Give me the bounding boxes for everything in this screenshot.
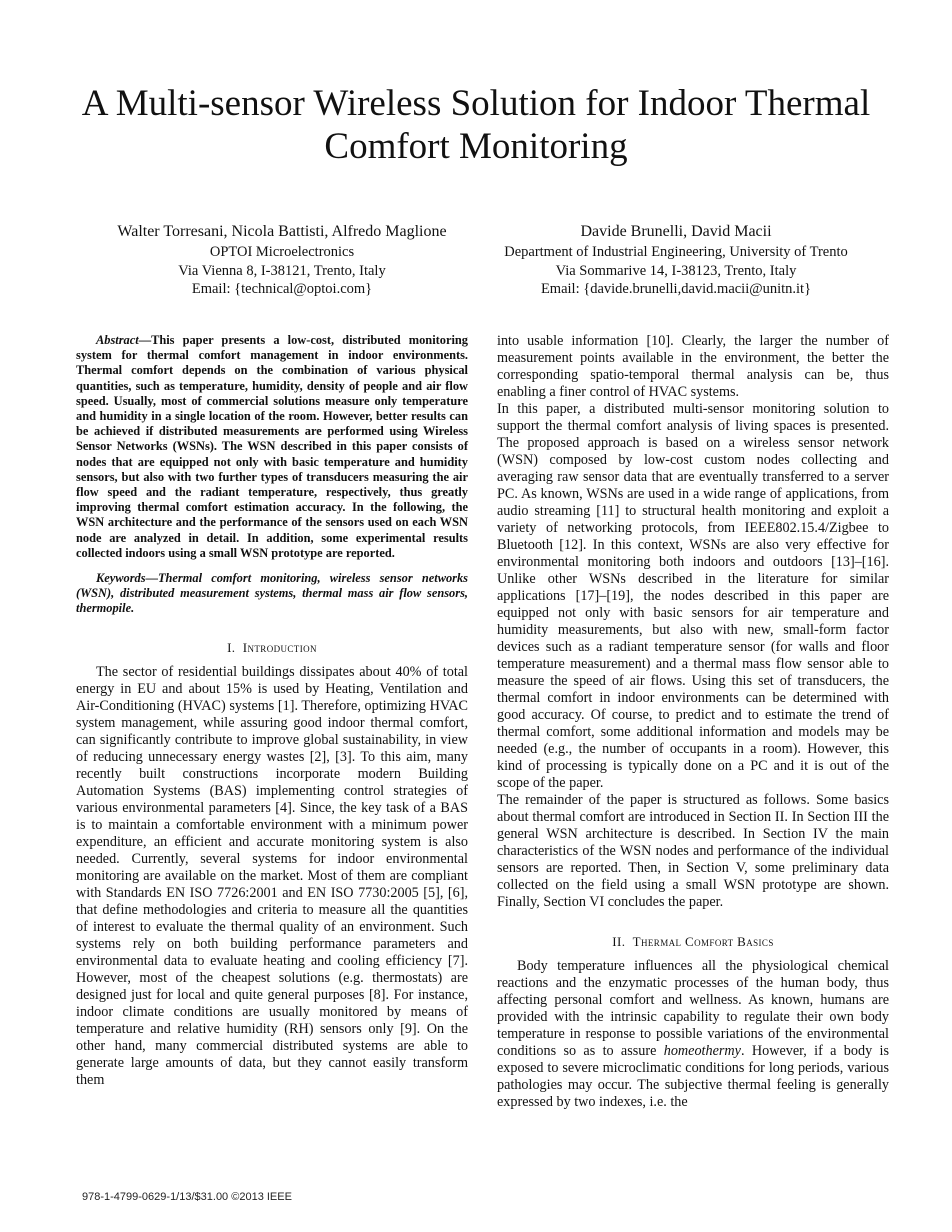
section-heading-introduction xyxy=(76,639,468,656)
right-column xyxy=(497,333,889,1111)
author-email: Email: {technical@optoi.com} xyxy=(191,281,373,297)
intro-paragraph-1: The sector of residential buildings dissipates about 40% of total energy in EU and about 15% is used by Heating, Ventilation and Air-Conditioning (HVAC) systems [1]. Therefore, optimizing HVAC system management, while assuring good indoor thermal comfort, can significantly contribute to improve global sustainability, in view of reducing unnecessary energy wastes [2], [3]. To this aim, many recently built constructions incorporate modern Building Automation Systems (BAS) implementing control strategies of various environmental parameters [4]. Since, the key task of a BAS is to maintain a comfortable environment with a minimum power expenditure, an efficient and accurate monitoring system is also needed. Currently, several systems for indoor environmental monitoring are available on the market. Most of them are compliant with Standards EN ISO 7726:2001 and EN ISO 7730:2005 [5], [6], that define methodologies and criteria to measure all the quantities of interest to evaluate the thermal quality of an environment. Such systems rely on both building performance parameters and environmental data to evaluate heating and cooling efficiency [7]. However, most of the cheapest solutions (e.g. thermostats) are designed just for local and quite general purposes [8]. For instance, indoor climate conditions are usually monitored by means of temperature and relative humidity (RH) sensors only [9]. On the other hand, many commercial distributed systems are able to generate large amounts of data, but they cannot easily transform them xyxy=(76,663,468,1088)
author-email: Email: {davide.brunelli,david.macii@unitn.it} xyxy=(540,281,812,297)
section-heading-thermal-comfort xyxy=(497,933,889,950)
intro-paragraph-2: In this paper, a distributed multi-sensor monitoring solution to support the thermal comfort analysis of living spaces is presented. The proposed approach is based on a wireless sensor network (WSN) composed by low-cost custom nodes collecting and averaging raw sensor data that are eventually transferred to a server PC. As known, WSNs are used in a wide range of applications, from audio streaming [11] to structural health monitoring and exploit a variety of networking protocols, from IEEE802.15.4/Zigbee to Bluetooth [12]. In this context, WSNs are also very effective for environmental monitoring both indoors and outdoors [13]–[16]. Unlike other WSNs described in the literature for similar applications [17]–[19], the nodes described in this paper are equipped not only with basic sensors for air temperature and humidity measurements, but also with new, small-form factor devices such as a radiant temperature sensor (for walls and floor temperature measurement) and a thermal mass flow sensor able to measure the speed of air flows. Using this set of transducers, the thermal comfort in indoor environments can be determined with good accuracy. Of course, to predict and to estimate the trend of thermal comfort, some additional information and models may be needed (e.g., the number of occupants in a room). However, this kind of processing is typically done on a PC and it is out of the scope of the paper. xyxy=(497,401,889,791)
left-column xyxy=(76,333,468,1089)
section2-text-b: . However, if a body is exposed to severe microclimatic conditions for long periods, various pathologies may occur. The subjective thermal feeling is generally expressed by two indexes, i.e. the xyxy=(497,1043,889,1110)
intro-paragraph-1-continued: into usable information [10]. Clearly, the larger the number of measurement points available in the environment, the better the corresponding spatio-temporal thermal analysis can be, thus enabling a finer control of HVAC systems. xyxy=(497,333,889,400)
author-address: Via Sommarive 14, I-38123, Trento, Italy xyxy=(555,262,797,279)
section-title: Introduction xyxy=(242,639,317,655)
section-number: I. xyxy=(227,639,236,655)
section-title: Thermal Comfort Basics xyxy=(632,934,774,949)
author-block-right xyxy=(480,222,872,299)
abstract-text: —This paper presents a low-cost, distributed monitoring system for thermal comfort management in indoor environments. Thermal comfort depends on the combination of various physical quantities, such as temperature, humidity, density of people and air flow speed. Usually, most of commercial solutions measure only temperature and humidity in a single location of the room. However, better results can be achieved if distributed measurements are performed using Wireless Sensor Networks (WSNs). The WSN described in this paper consists of nodes that are equipped not only with basic temperature and humidity sensors, but also with two further types of transducers measuring the air flow speed and the radiant temperature, respectively, thus greatly improving thermal comfort estimation accuracy. In the following, the WSN architecture and the performance of the sensors used on each WSN node are analyzed in detail. In addition, some experimental results collected indoors using a small WSN prototype are reported. xyxy=(76,333,468,560)
author-affiliation: OPTOI Microelectronics xyxy=(209,244,355,260)
copyright-footer: 978-1-4799-0629-1/13/$31.00 ©2013 IEEE xyxy=(82,1191,292,1203)
abstract-label: Abstract xyxy=(96,333,139,347)
author-address: Via Vienna 8, I-38121, Trento, Italy xyxy=(178,262,386,279)
section2-emphasis: homeothermy xyxy=(663,1043,741,1059)
section2-text-a: Body temperature influences all the physiological chemical reactions and the enzymatic processes of the human body, thus affecting personal comfort and wellness. As known, humans are provided with the intrinsic capability to regulate their own body temperature in response to possible variations of the environmental conditions so as to assure xyxy=(497,958,889,1059)
abstract xyxy=(76,333,468,561)
section-number: II. xyxy=(612,934,626,949)
author-names: Walter Torresani, Nicola Battisti, Alfredo Maglione xyxy=(117,223,447,240)
paper-title: A Multi-sensor Wireless Solution for Indoor Thermal Comfort Monitoring xyxy=(81,83,871,167)
intro-paragraph-3: The remainder of the paper is structured as follows. Some basics about thermal comfort are introduced in Section II. In Section III the general WSN architecture is described. In Section IV the main characteristics of the WSN nodes and performance of the individual sensors are reported. Then, in Section V, some preliminary data collected on the field using a small WSN prototype are shown. Finally, Section VI concludes the paper. xyxy=(497,792,889,910)
author-affiliation: Department of Industrial Engineering, University of Trento xyxy=(504,244,848,260)
author-block-left xyxy=(82,222,482,299)
section2-paragraph-1 xyxy=(497,958,889,1111)
author-names: Davide Brunelli, David Macii xyxy=(580,223,772,240)
keywords: Keywords—Thermal comfort monitoring, wireless sensor networks (WSN), distributed measurement systems, thermal mass air flow sensors, thermopile. xyxy=(76,571,468,616)
